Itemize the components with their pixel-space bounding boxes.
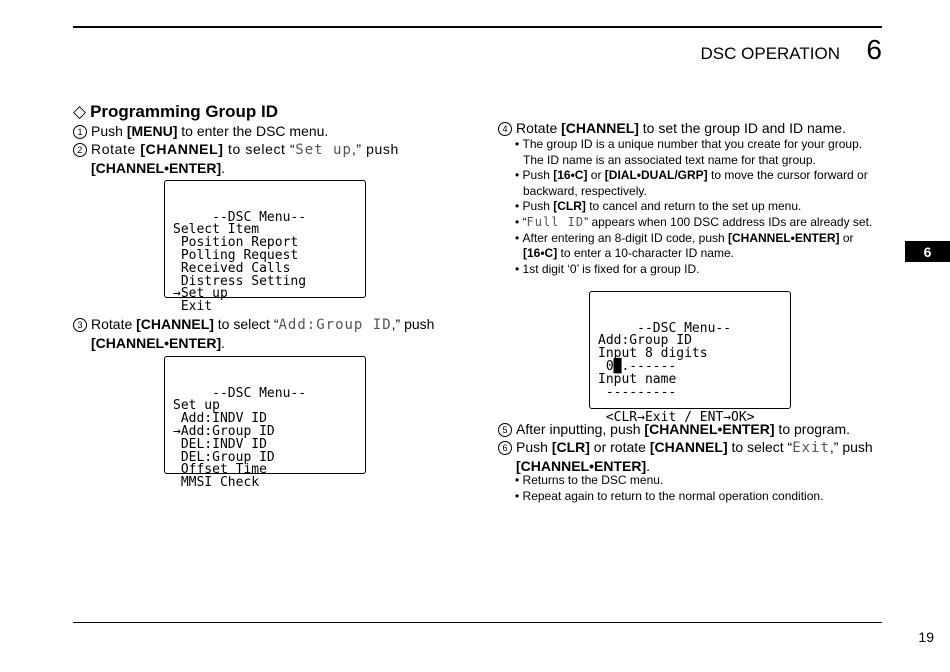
key-label: [CHANNEL] — [140, 141, 224, 157]
key-label: [CHANNEL] — [649, 439, 728, 455]
footer-rule — [73, 622, 882, 623]
step-number: 3 — [73, 318, 87, 332]
lcd-text: Add:Group ID — [278, 317, 392, 333]
step-4-notes — [515, 137, 885, 277]
key-label: [CHANNEL] — [561, 120, 639, 136]
note-item: • Repeat again to return to the normal operation condition. — [515, 489, 885, 505]
step-6: 6 Push [CLR] or rotate [CHANNEL] to select “Exit,” push [CHANNEL•ENTER]. — [498, 438, 888, 475]
diamond-icon: ◇ — [73, 102, 87, 121]
section-heading — [73, 102, 278, 122]
step-5: 5 After inputting, push [CHANNEL•ENTER] to program. — [498, 420, 850, 438]
header-rule — [73, 26, 882, 28]
lcd-text: Exit — [792, 440, 830, 456]
key-label: [CLR] — [551, 439, 590, 455]
step-number: 1 — [73, 125, 87, 139]
step-number: 6 — [498, 441, 512, 455]
note-item: • 1st digit ‘0’ is fixed for a group ID. — [515, 262, 885, 278]
key-label: [CHANNEL•ENTER] — [91, 335, 222, 351]
lcd-screen-set-up: --DSC Menu-- Set up Add:INDV ID →Add:Group ID DEL:INDV ID DEL:Group ID Offset Time MMSI Check — [164, 356, 366, 474]
key-label: [CHANNEL•ENTER] — [644, 421, 775, 437]
note-item: • Push [CLR] to cancel and return to the set up menu. — [515, 199, 885, 215]
key-label: [CHANNEL•ENTER] — [91, 160, 222, 176]
step-number: 2 — [73, 143, 87, 157]
step-2: 2 Rotate [CHANNEL] to select “Set up,” push [CHANNEL•ENTER]. — [73, 140, 459, 177]
step-4: 4 Rotate [CHANNEL] to set the group ID and ID name. — [498, 119, 846, 137]
step-number: 5 — [498, 423, 512, 437]
step-number: 4 — [498, 122, 512, 136]
section-title: Programming Group ID — [90, 102, 279, 121]
key-label: [CHANNEL] — [136, 316, 214, 332]
key-label: [MENU] — [126, 123, 178, 139]
note-item: • The group ID is a unique number that you create for your group. The ID name is an associated text name for that group. — [515, 137, 885, 168]
note-item: • “Full ID” appears when 100 DSC address IDs are already set. — [515, 215, 885, 231]
page-number: 19 — [918, 629, 934, 645]
lcd-screen-dsc-menu: --DSC Menu-- Select Item Position Report Polling Request Received Calls Distress Setting →Set up Exit — [164, 180, 366, 298]
lcd-text: Set up — [295, 142, 352, 158]
step-1: 1 Push [MENU] to enter the DSC menu. — [73, 122, 328, 140]
step-3: 3 Rotate [CHANNEL] to select “Add:Group ID,” push [CHANNEL•ENTER]. — [73, 315, 463, 352]
note-item: • Returns to the DSC menu. — [515, 473, 885, 489]
chapter-side-tab: 6 — [905, 241, 950, 262]
chapter-number: 6 — [866, 34, 882, 65]
key-label: [CHANNEL•ENTER] — [516, 458, 647, 474]
step-6-notes — [515, 473, 885, 504]
note-item: • Push [16•C] or [DIAL•DUAL/GRP] to move the cursor forward or backward, respectively. — [515, 168, 885, 199]
note-item: • After entering an 8-digit ID code, push [CHANNEL•ENTER] or [16•C] to enter a 10-character ID name. — [515, 231, 885, 262]
lcd-screen-add-group-id: --DSC Menu-- Add:Group ID Input 8 digits 0█.------ Input name --------- <CLR→Exit / ENT→OK> — [589, 291, 791, 409]
chapter-title: DSC OPERATION — [700, 44, 840, 63]
